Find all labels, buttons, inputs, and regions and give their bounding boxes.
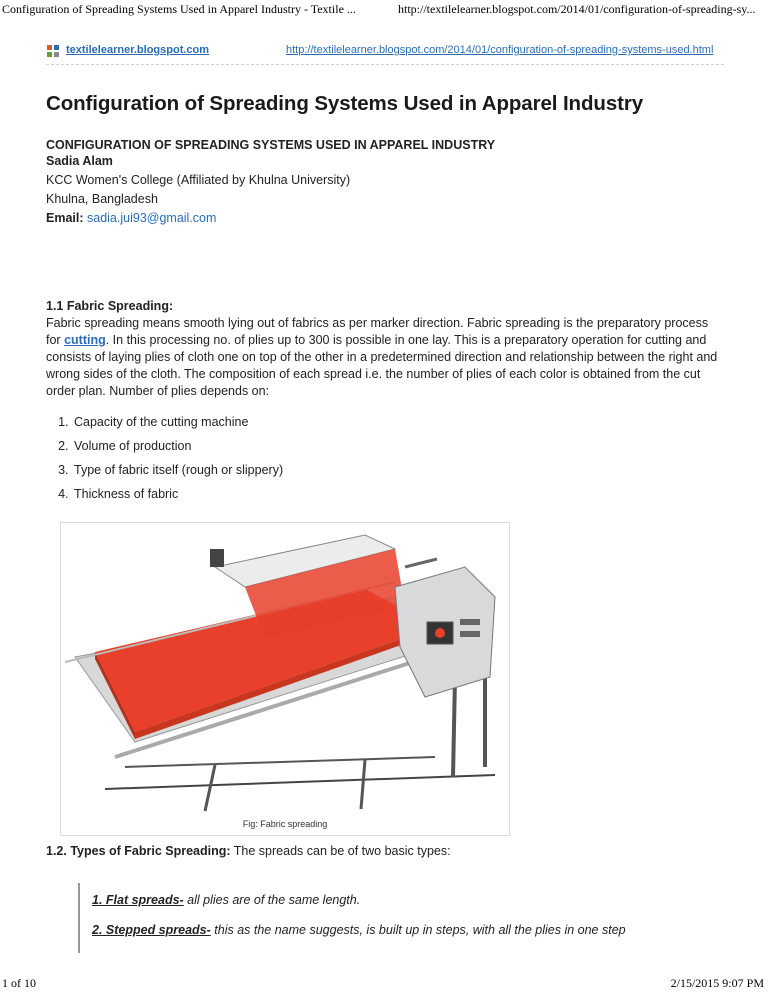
email-label: Email: [46, 211, 84, 225]
site-name-link[interactable]: textilelearner.blogspot.com [66, 44, 210, 56]
page-number: 1 of 10 [2, 976, 36, 990]
author-email-link[interactable]: sadia.jui93@gmail.com [87, 211, 217, 225]
cutting-link[interactable]: cutting [64, 333, 106, 347]
plies-factors-list [46, 410, 718, 506]
para-text-end: . In this processing no. of plies up to 300 is possible in one lay. This is a preparatory operation for cutting and consists of laying plies of cloth one on top of the other in a predetermined direction and relationship between the right and wrong sides of the cloth. The composition of each spread i.e. the number of plies of each color is obtained from the cut order plan. Number of plies depends on: [46, 333, 718, 398]
print-header-title: Configuration of Spreading Systems Used in Apparel Industry - Textile ... [2, 2, 356, 16]
section-types-of-spreading [46, 844, 451, 858]
section-fabric-spreading-text [46, 315, 718, 400]
figure-caption: Fig: Fabric spreading [242, 819, 328, 829]
figure-fabric-spreading [60, 522, 510, 836]
article-url-link[interactable]: http://textilelearner.blogspot.com/2014/01/configuration-of-spreading-systems-used.html [286, 44, 714, 56]
list-item: 4. Thickness of fabric [72, 482, 718, 506]
print-date: 2/15/2015 9:07 PM [670, 976, 764, 990]
section-types-title: 1.2. Types of Fabric Spreading: [46, 844, 231, 858]
section-types-intro: The spreads can be of two basic types: [230, 844, 451, 858]
spread-type-desc: all plies are of the same length. [183, 893, 361, 907]
author-name: Sadia Alam [46, 154, 113, 168]
list-item: 1. Capacity of the cutting machine [72, 410, 718, 434]
article-content [46, 92, 718, 506]
para-text-start: Fabric spreading means smooth lying out of fabrics as per marker direction. Fabric spreading is the preparatory process for [46, 316, 709, 347]
spread-type-term: 2. Stepped spreads- [92, 923, 211, 937]
author-location: Khulna, Bangladesh [46, 192, 158, 206]
site-bar [46, 42, 724, 65]
section-fabric-spreading-title: 1.1 Fabric Spreading: [46, 299, 174, 313]
page-title: Configuration of Spreading Systems Used in Apparel Industry [46, 92, 644, 115]
spread-type-desc: this as the name suggests, is built up in steps, with all the plies in one step [210, 923, 626, 937]
list-item: 3. Type of fabric itself (rough or slippery) [72, 458, 718, 482]
print-header-url: http://textilelearner.blogspot.com/2014/01/configuration-of-spreading-sy... [398, 2, 756, 16]
print-header [0, 0, 768, 20]
list-item: 2. Volume of production [72, 434, 718, 458]
spread-types-quote [78, 883, 700, 953]
fabric-spreading-machine-image [65, 527, 505, 815]
spread-type-flat [92, 893, 360, 907]
author-email-row [46, 209, 718, 228]
author-institution: KCC Women's College (Affiliated by Khulna University) [46, 173, 351, 187]
spread-type-stepped [92, 923, 626, 937]
post-heading: CONFIGURATION OF SPREADING SYSTEMS USED IN APPAREL INDUSTRY [46, 138, 496, 152]
textilelearner-logo-icon [46, 44, 60, 58]
spread-type-term: 1. Flat spreads- [92, 893, 184, 907]
print-footer [0, 974, 768, 994]
